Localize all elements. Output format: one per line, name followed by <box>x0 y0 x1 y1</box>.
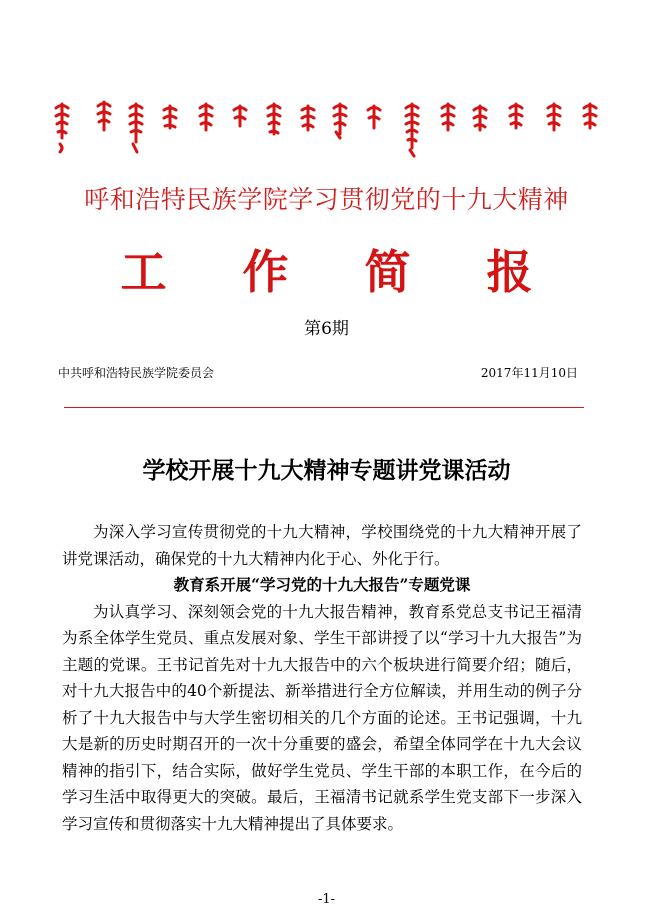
institution-title: 呼和浩特民族学院学习贯彻党的十九大精神 <box>84 185 569 214</box>
brief-title: 工 作 简 报 <box>120 245 563 299</box>
header-divider <box>64 407 584 408</box>
article-title: 学校开展十九大精神专题讲党课活动 <box>142 457 511 484</box>
body-paragraph: 为认真学习、深刻领会党的十九大报告精神，教育系党总支书记王福清为系全体学生党员、重点发展对象、学生干部讲授了以“学习十九大报告”为主题的党课。王书记首先对十九大报告中的六个板块进行简要介绍；随后，对十九大报告中的40个新提法、新举措进行全方位解读，并用生动的例子分析了十九大报告中与大学生密切相关的几个方面的论述。王书记强调，十九大是新的历史时期召开的一次十分重要的盛会，希望全体同学在十九大会议精神的指引下，结合实际，做好学生党员、学生干部的本职工作，在今后的学习生活中取得更大的突破。最后，王福清书记就系学生党支部下一步深入学习宣传和贯彻落实十九大精神提出了具体要求。 <box>62 602 582 833</box>
article-body <box>62 519 582 837</box>
intro-paragraph: 为深入学习宣传贯彻党的十九大精神，学校围绕党的十九大精神开展了讲党课活动，确保党的十九大精神内化于心、外化于行。 <box>62 523 582 568</box>
meta-row <box>58 364 578 382</box>
page-number: -1- <box>317 892 336 907</box>
publisher: 中共呼和浩特民族学院委员会 <box>58 366 215 380</box>
mongolian-script-graphic <box>40 100 613 162</box>
mongolian-script-title <box>40 100 613 162</box>
issue-number: 第6期 <box>304 319 349 339</box>
publish-date: 2017年11月10日 <box>480 366 578 380</box>
sub-heading: 教育系开展“学习党的十九大报告”专题党课 <box>173 575 471 594</box>
